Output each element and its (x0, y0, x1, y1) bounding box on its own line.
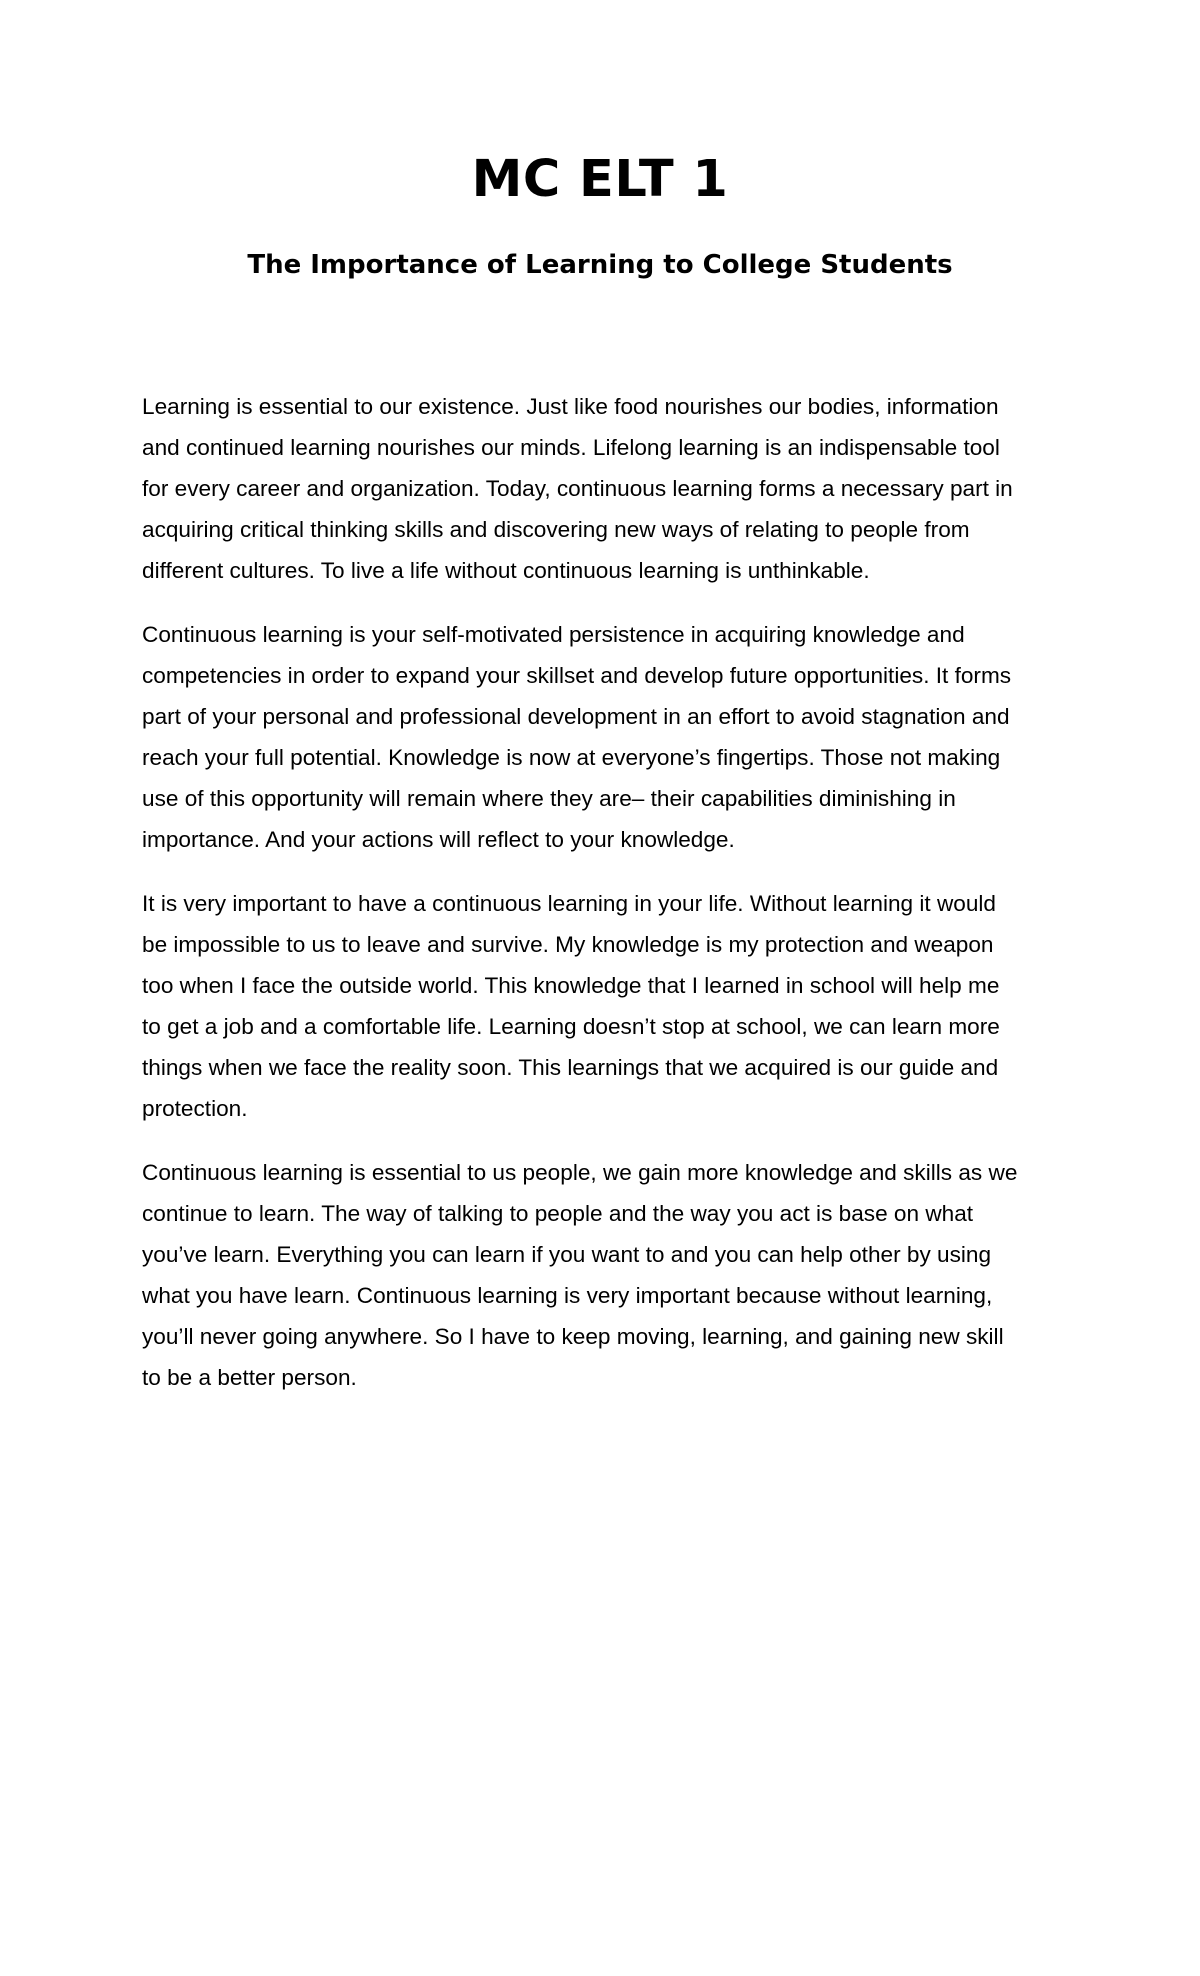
paragraph: Continuous learning is essential to us people, we gain more knowledge and skills as we continue to learn. The way of talking to people and the way you act is base on what you’ve learn. Everything you can learn if you want to and you can help other by using what you have learn. Continuous learning is very important because without learning, you’ll never going anywhere. So I have to keep moving, learning, and gaining new skill to be a better person. (142, 1160, 1018, 1390)
document-title: MC ELT 1 (471, 150, 729, 209)
paragraph: It is very important to have a continuous learning in your life. Without learning it would be impossible to us to leave and survive. My knowledge is my protection and weapon too when I face the outside world. This knowledge that I learned in school will help me to get a job and a comfortable life. Learning doesn’t stop at school, we can learn more things when we face the reality soon. This learnings that we acquired is our guide and protection. (142, 891, 1000, 1121)
document-body (142, 386, 1072, 1421)
document-subtitle: The Importance of Learning to College Students (247, 250, 953, 280)
paragraph: Learning is essential to our existence. Just like food nourishes our bodies, information and continued learning nourishes our minds. Lifelong learning is an indispensable tool for every career and organization. Today, continuous learning forms a necessary part in acquiring critical thinking skills and discovering new ways of relating to people from different cultures. To live a life without continuous learning is unthinkable. (142, 394, 1013, 583)
paragraph: Continuous learning is your self-motivated persistence in acquiring knowledge and competencies in order to expand your skillset and develop future opportunities. It forms part of your personal and professional development in an effort to avoid stagnation and reach your full potential. Knowledge is now at everyone’s fingertips. Those not making use of this opportunity will remain where they are– their capabilities diminishing in importance. And your actions will reflect to your knowledge. (142, 622, 1012, 852)
